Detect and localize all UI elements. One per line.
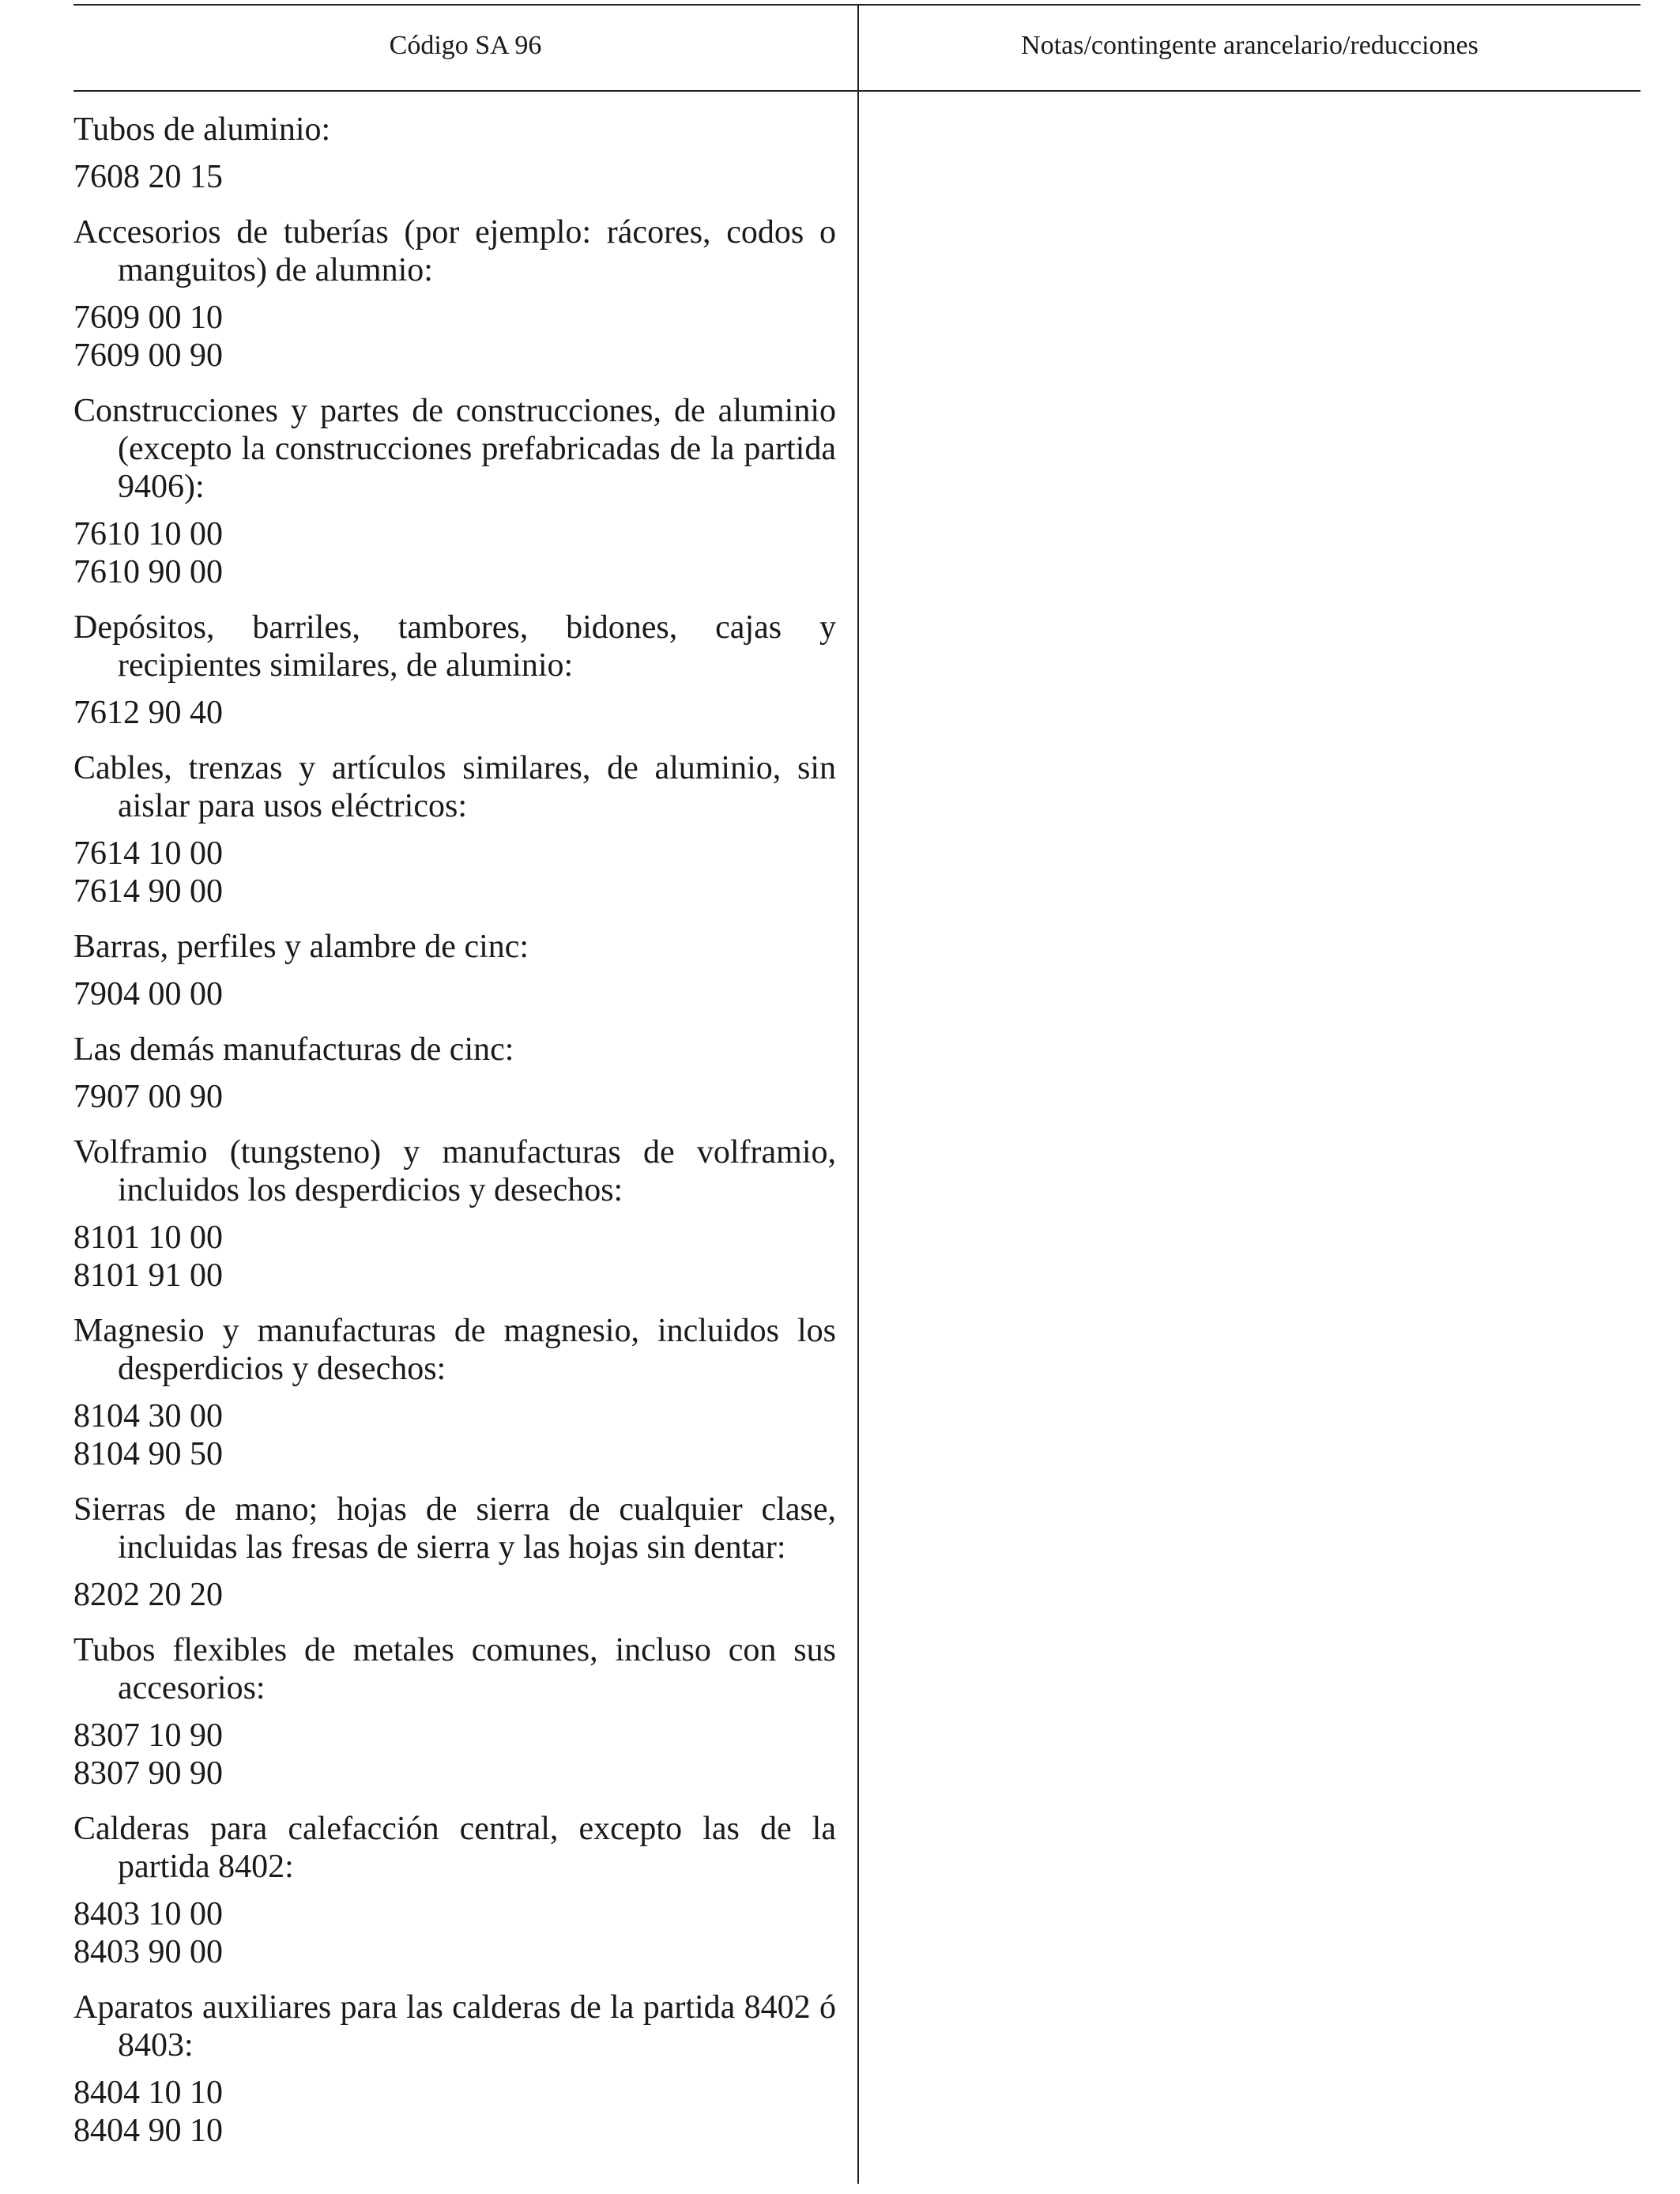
tariff-group (73, 749, 836, 910)
hs-code: 8101 10 00 (73, 1220, 223, 1256)
column-divider (857, 4, 859, 2184)
hs-code: 7610 90 00 (73, 554, 223, 590)
hs-code: 7609 00 90 (73, 337, 223, 374)
group-description: Volframio (tungsteno) y manufacturas de volframio, incluidos los desperdicios y desechos: (73, 1134, 836, 1208)
group-description: Las demás manufacturas de cinc: (73, 1031, 514, 1068)
tariff-group (73, 1031, 836, 1116)
group-description: Depósitos, barriles, tambores, bidones, cajas y recipientes similares, de aluminio: (73, 609, 836, 684)
tariff-group (73, 392, 836, 591)
group-description: Cables, trenzas y artículos similares, de aluminio, sin aislar para usos eléctricos: (73, 750, 836, 824)
group-description: Tubos flexibles de metales comunes, incluso con sus accesorios: (73, 1632, 836, 1706)
header-notes-column: Notas/contingente arancelario/reducciones (1021, 31, 1478, 60)
hs-code: 7608 20 15 (73, 159, 223, 195)
hs-code: 7907 00 90 (73, 1079, 223, 1115)
hs-code: 8104 90 50 (73, 1436, 223, 1472)
header-code-column: Código SA 96 (389, 31, 542, 60)
hs-code: 7609 00 10 (73, 300, 223, 336)
tariff-group (73, 928, 836, 1013)
hs-code: 8104 30 00 (73, 1398, 223, 1434)
tariff-group (73, 1810, 836, 1971)
group-description: Aparatos auxiliares para las calderas de la partida 8402 ó 8403: (73, 1989, 836, 2064)
hs-code: 8202 20 20 (73, 1577, 223, 1613)
hs-code: 7614 90 00 (73, 873, 223, 910)
group-description: Construcciones y partes de construcciones, de aluminio (excepto la construcciones prefabricadas de la partida 9406): (73, 393, 836, 505)
group-description: Accesorios de tuberías (por ejemplo: rácores, codos o manguitos) de alumnio: (73, 214, 836, 288)
tariff-group (73, 213, 836, 375)
code-column (73, 111, 836, 2167)
tariff-group (73, 1631, 836, 1793)
hs-code: 8404 10 10 (73, 2075, 223, 2111)
group-description: Magnesio y manufacturas de magnesio, incluidos los desperdicios y desechos: (73, 1313, 836, 1387)
hs-code: 8404 90 10 (73, 2113, 223, 2149)
hs-code: 7904 00 00 (73, 976, 223, 1012)
tariff-group (73, 1491, 836, 1614)
hs-code: 7614 10 00 (73, 835, 223, 872)
hs-code: 8403 90 00 (73, 1934, 223, 1970)
group-description: Barras, perfiles y alambre de cinc: (73, 929, 529, 965)
hs-code: 8307 90 90 (73, 1755, 223, 1792)
hs-code: 8307 10 90 (73, 1717, 223, 1754)
hs-code: 8101 91 00 (73, 1257, 223, 1294)
tariff-group (73, 1312, 836, 1473)
hs-code: 8403 10 00 (73, 1896, 223, 1932)
group-description: Tubos de aluminio: (73, 111, 331, 148)
tariff-group (73, 1133, 836, 1295)
hs-code: 7610 10 00 (73, 516, 223, 552)
tariff-group (73, 111, 836, 196)
hs-code: 7612 90 40 (73, 695, 223, 731)
tariff-group (73, 1989, 836, 2150)
group-description: Sierras de mano; hojas de sierra de cualquier clase, incluidas las fresas de sierra y las hojas sin dentar: (73, 1491, 836, 1566)
tariff-group (73, 609, 836, 732)
group-description: Calderas para calefacción central, excepto las de la partida 8402: (73, 1811, 836, 1885)
